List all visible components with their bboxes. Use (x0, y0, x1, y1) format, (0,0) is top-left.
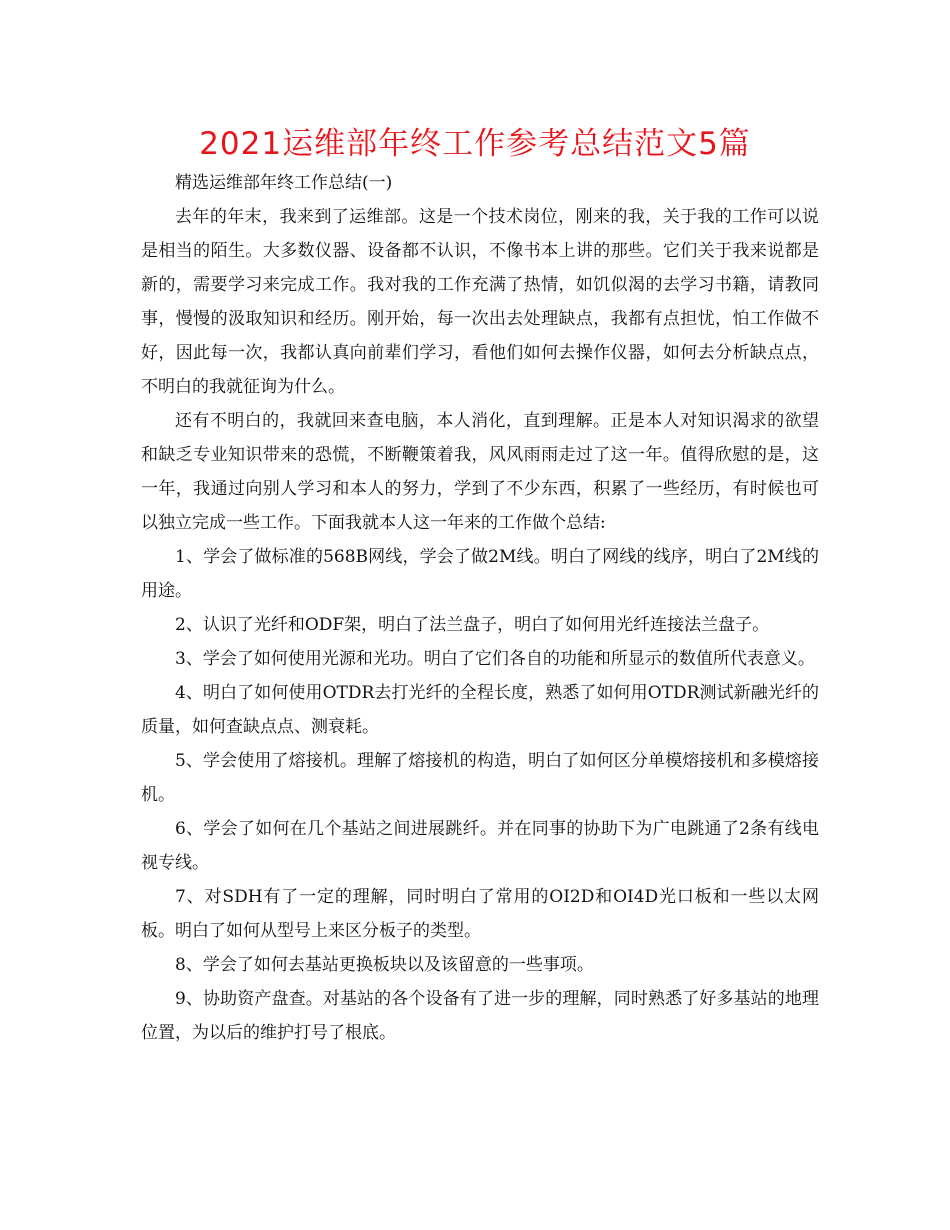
paragraph: 去年的年末，我来到了运维部。这是一个技术岗位，刚来的我，关于我的工作可以说是相当的陌生。大多数仪器、设备都不认识，不像书本上讲的那些。它们关于我来说都是新的，需要学习来完成工作。我对我的工作充满了热情，如饥似渴的去学习书籍，请教同事，慢慢的汲取知识和经历。刚开始，每一次出去处理缺点，我都有点担忧，怕工作做不好，因此每一次，我都认真向前辈们学习，看他们如何去操作仪器，如何去分析缺点点，不明白的我就征询为什么。 (141, 207, 819, 397)
section-heading: 精选运维部年终工作总结(一) (175, 173, 393, 193)
list-item: 1、学会了做标准的568B网线，学会了做2M线。明白了网线的线序，明白了2M线的用途。 (141, 547, 819, 601)
list-item: 3、学会了如何使用光源和光功。明白了它们各自的功能和所显示的数值所代表意义。 (175, 649, 815, 669)
document-title: 2021运维部年终工作参考总结范文5篇 (199, 126, 751, 162)
list-item: 2、认识了光纤和ODF架，明白了法兰盘子，明白了如何用光纤连接法兰盘子。 (175, 615, 770, 635)
list-item: 6、学会了如何在几个基站之间进展跳纤。并在同事的协助下为广电跳通了2条有线电视专线。 (141, 819, 819, 873)
list-item: 5、学会使用了熔接机。理解了熔接机的构造，明白了如何区分单模熔接机和多模熔接机。 (141, 751, 819, 805)
list-item: 9、协助资产盘查。对基站的各个设备有了进一步的理解，同时熟悉了好多基站的地理位置，为以后的维护打号了根底。 (141, 989, 819, 1043)
document-body (141, 166, 819, 1050)
list-item: 7、对SDH有了一定的理解，同时明白了常用的OI2D和OI4D光口板和一些以太网板。明白了如何从型号上来区分板子的类型。 (141, 887, 819, 941)
list-item: 8、学会了如何去基站更换板块以及该留意的一些事项。 (175, 955, 594, 975)
paragraph: 还有不明白的，我就回来查电脑，本人消化，直到理解。正是本人对知识渴求的欲望和缺乏专业知识带来的恐慌，不断鞭策着我，风风雨雨走过了这一年。值得欣慰的是，这一年，我通过向别人学习和本人的努力，学到了不少东西，积累了一些经历，有时候也可以独立完成一些工作。下面我就本人这一年来的工作做个总结: (141, 411, 819, 533)
list-item: 4、明白了如何使用OTDR去打光纤的全程长度，熟悉了如何用OTDR测试新融光纤的质量，如何查缺点点、测衰耗。 (141, 683, 819, 737)
